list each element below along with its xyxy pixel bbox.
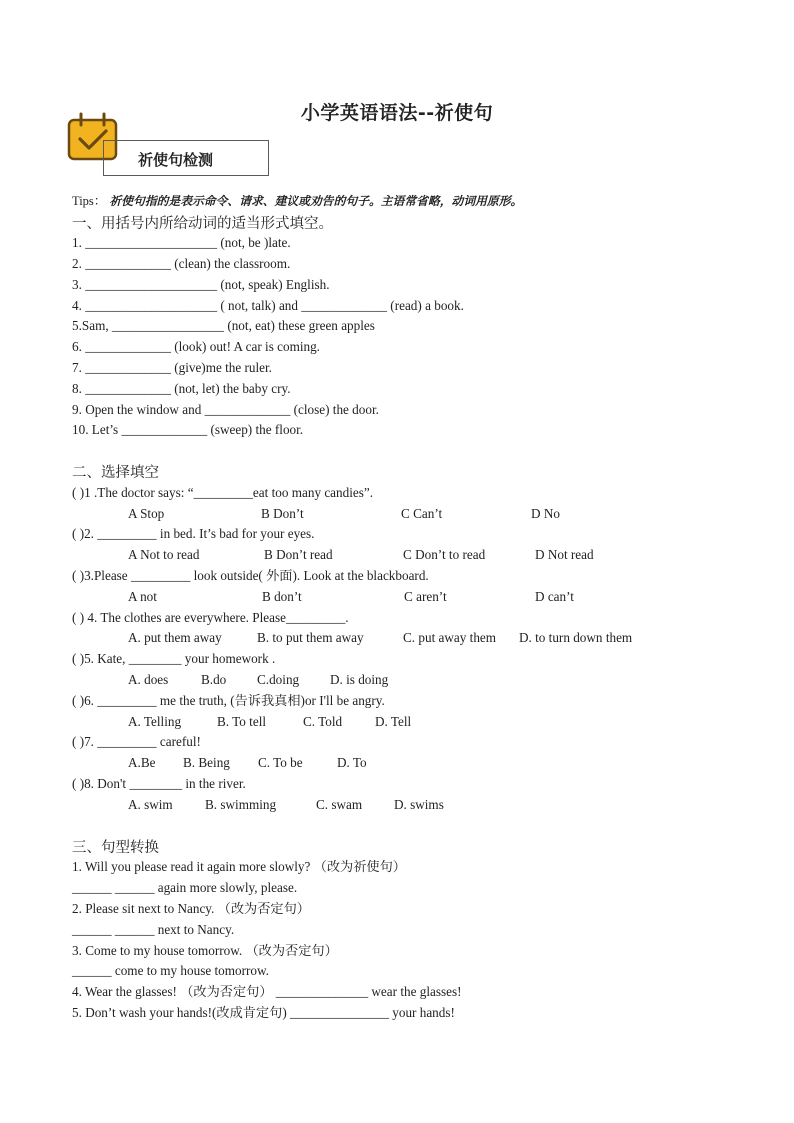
s1-item-6: 6. _____________ (look) out! A car is coming. xyxy=(72,339,320,354)
s2-q7-option-b: B. Being xyxy=(183,755,230,770)
s2-q4-option-d: D. to turn down them xyxy=(519,630,633,645)
page-title: 小学英语语法--祈使句 xyxy=(300,102,494,124)
s1-item-1: 1. ____________________ (not, be )late. xyxy=(72,235,291,250)
s2-question-8: ( )8. Don't ________ in the river. xyxy=(72,776,246,791)
s1-item-4: 4. ____________________ ( not, talk) and _____________ (read) a book. xyxy=(72,298,464,313)
section3-heading: 三、句型转换 xyxy=(72,840,159,856)
s3-line-4: ______ ______ next to Nancy. xyxy=(72,922,235,937)
s2-q5-option-d: D. is doing xyxy=(330,672,389,687)
s1-item-7: 7. _____________ (give)me the ruler. xyxy=(72,360,272,375)
s2-question-7: ( )7. _________ careful! xyxy=(72,734,201,749)
s2-q5-option-c: C.doing xyxy=(257,672,300,687)
s3-line-6: ______ come to my house tomorrow. xyxy=(72,963,269,978)
s2-q7-option-a: A.Be xyxy=(128,755,156,770)
s2-question-2: ( )2. _________ in bed. It’s bad for your eyes. xyxy=(72,526,315,541)
s1-item-10: 10. Let’s _____________ (sweep) the floor. xyxy=(72,422,304,437)
s2-q3-option-a: A not xyxy=(128,589,157,604)
s2-question-1: ( )1 .The doctor says: “_________eat too many candies”. xyxy=(72,485,374,500)
s2-question-3: ( )3.Please _________ look outside( 外面). Look at the blackboard. xyxy=(72,568,429,583)
s3-line-3: 2. Please sit next to Nancy. （改为否定句） xyxy=(72,901,310,916)
s1-item-8: 8. _____________ (not, let) the baby cry. xyxy=(72,381,291,396)
s2-q2-option-c: C Don’t to read xyxy=(403,547,486,562)
s3-line-7: 4. Wear the glasses! （改为否定句） ______________ wear the glasses! xyxy=(72,984,462,999)
s1-item-2: 2. _____________ (clean) the classroom. xyxy=(72,256,291,271)
s2-q2-option-b: B Don’t read xyxy=(264,547,333,562)
s2-q6-option-a: A. Telling xyxy=(128,714,182,729)
s2-question-4: ( ) 4. The clothes are everywhere. Please_________. xyxy=(72,610,349,625)
s2-q6-option-c: C. Told xyxy=(303,714,343,729)
s1-item-5: 5.Sam, _________________ (not, eat) these green apples xyxy=(72,318,375,333)
s2-q8-option-a: A. swim xyxy=(128,797,173,812)
s2-q1-option-a: A Stop xyxy=(128,506,165,521)
s3-line-8: 5. Don’t wash your hands!(改成肯定句) _______________ your hands! xyxy=(72,1005,455,1020)
s2-q7-option-d: D. To xyxy=(337,755,367,770)
s2-q8-option-b: B. swimming xyxy=(205,797,277,812)
tips-line xyxy=(72,191,522,209)
s2-q1-option-d: D No xyxy=(531,506,560,521)
section2-heading: 二、选择填空 xyxy=(72,465,159,481)
s2-question-6: ( )6. _________ me the truth, (告诉我真相)or I'll be angry. xyxy=(72,693,385,708)
s2-q3-option-b: B don’t xyxy=(262,589,302,604)
s1-item-9: 9. Open the window and _____________ (close) the door. xyxy=(72,402,379,417)
s2-q5-option-b: B.do xyxy=(201,672,227,687)
tips-label: Tips： xyxy=(72,194,107,208)
s2-q4-option-c: C. put away them xyxy=(403,630,497,645)
s2-q8-option-d: D. swims xyxy=(394,797,444,812)
s2-question-5: ( )5. Kate, ________ your homework . xyxy=(72,651,276,666)
s3-line-5: 3. Come to my house tomorrow. （改为否定句） xyxy=(72,943,338,958)
s1-item-3: 3. ____________________ (not, speak) English. xyxy=(72,277,330,292)
s2-q8-option-c: C. swam xyxy=(316,797,363,812)
s2-q1-option-c: C Can’t xyxy=(401,506,443,521)
tips-text: 祈使句指的是表示命令、请求、建议或劝告的句子。主语常省略，动词用原形。 xyxy=(109,194,523,208)
s3-line-2: ______ ______ again more slowly, please. xyxy=(72,880,298,895)
s2-q4-option-b: B. to put them away xyxy=(257,630,364,645)
section1-heading: 一、用括号内所给动词的适当形式填空。 xyxy=(72,216,333,232)
s2-q4-option-a: A. put them away xyxy=(128,630,222,645)
s2-q3-option-d: D can’t xyxy=(535,589,574,604)
section-label-box xyxy=(103,140,269,176)
s3-line-1: 1. Will you please read it again more slowly? （改为祈使句） xyxy=(72,859,406,874)
s2-q2-option-a: A Not to read xyxy=(128,547,200,562)
section-label: 祈使句检测 xyxy=(138,151,214,169)
s2-q2-option-d: D Not read xyxy=(535,547,594,562)
s2-q5-option-a: A. does xyxy=(128,672,169,687)
s2-q1-option-b: B Don’t xyxy=(261,506,304,521)
s2-q6-option-d: D. Tell xyxy=(375,714,412,729)
s2-q3-option-c: C aren’t xyxy=(404,589,447,604)
s2-q7-option-c: C. To be xyxy=(258,755,303,770)
s2-q6-option-b: B. To tell xyxy=(217,714,267,729)
